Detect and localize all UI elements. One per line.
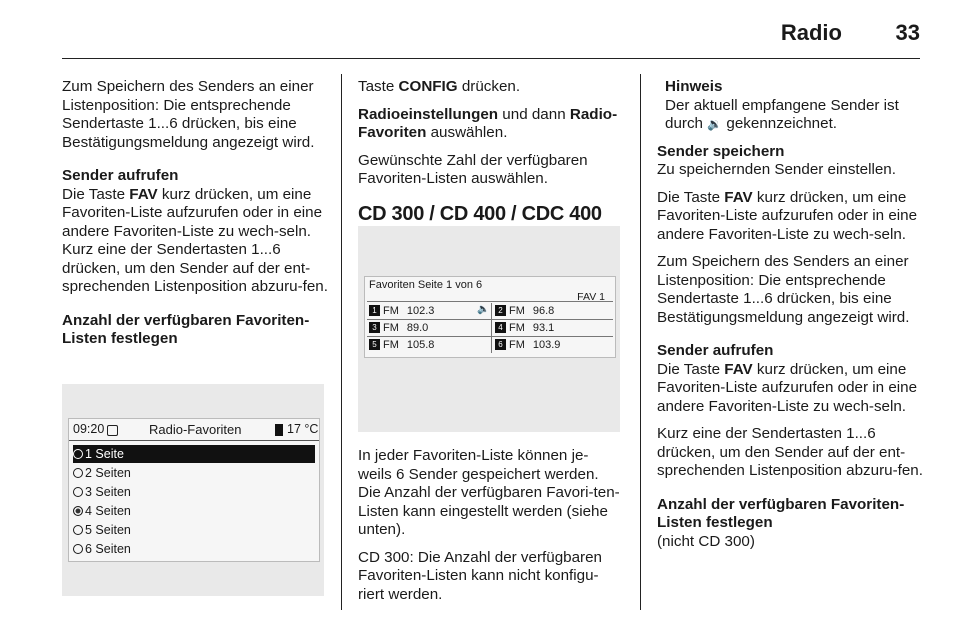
preset-number: 4 xyxy=(495,322,506,333)
list-item-label: 1 Seite xyxy=(85,447,124,461)
frequency: 93.1 xyxy=(532,322,555,334)
column-right xyxy=(657,78,923,560)
paragraph: Sender aufrufen Die Taste FAV kurz drücken, um eine Favoriten-Liste aufzurufen oder in eine andere Favoriten-Liste zu wech-seln. xyxy=(657,342,923,416)
band: FM xyxy=(509,339,525,351)
section-heading: Anzahl der verfügbaren Favoriten-Listen festlegen xyxy=(62,311,310,347)
page-header xyxy=(0,0,960,58)
column-divider xyxy=(640,74,641,610)
section-heading: Sender aufrufen xyxy=(657,342,774,359)
frequency: 89.0 xyxy=(406,322,429,334)
preset-number: 5 xyxy=(369,339,380,350)
band: FM xyxy=(383,305,399,317)
station-preset[interactable] xyxy=(369,321,428,335)
favorites-label: FAV 1 xyxy=(577,291,605,303)
key-name: CONFIG xyxy=(398,78,458,95)
list-item-label: 5 Seiten xyxy=(85,523,131,537)
station-preset[interactable] xyxy=(369,304,434,318)
station-preset[interactable] xyxy=(495,338,560,352)
frequency: 105.8 xyxy=(406,339,435,351)
display-title: Favoriten Seite 1 von 6 xyxy=(369,279,483,291)
list-item[interactable] xyxy=(73,521,315,539)
column-left xyxy=(62,78,328,358)
radio-unchecked-icon xyxy=(73,468,83,478)
station-preset[interactable] xyxy=(495,321,554,335)
list-item[interactable] xyxy=(73,445,315,463)
divider xyxy=(491,303,492,353)
radio-unchecked-icon xyxy=(73,487,83,497)
paragraph: Anzahl der verfügbaren Favoriten-Listen festlegen (nicht CD 300) xyxy=(657,496,923,552)
note-text: Der aktuell empfangene Sender ist durch 🔉 gekennzeichnet. xyxy=(665,96,899,132)
section-heading: Sender speichern xyxy=(657,142,785,160)
display-title: Radio-Favoriten xyxy=(149,422,242,437)
key-name: FAV xyxy=(724,360,753,378)
radio-checked-icon xyxy=(73,506,83,516)
display-status-bar xyxy=(69,419,319,439)
paragraph: Kurz eine der Sendertasten 1...6 drücken, um den Sender auf der ent-sprechenden Listenposition abzuru-fen. xyxy=(657,425,923,479)
note-box xyxy=(665,78,923,134)
clock-time: 09:20 xyxy=(73,422,105,436)
list-item[interactable] xyxy=(73,540,315,558)
temperature: 17 °C xyxy=(287,422,319,436)
radio-unchecked-icon xyxy=(73,449,83,459)
paragraph: Zum Speichern des Senders an einer Listenposition: Die entsprechende Sendertaste 1...6 drücken, bis eine Bestätigungsmeldung angezeigt wird. xyxy=(657,253,910,326)
paragraph: Zum Speichern des Senders an einer Listenposition: Die entsprechende Sendertaste 1...6 drücken, bis eine Bestätigungsmeldung angezeigt wird. xyxy=(62,78,315,151)
speaker-icon: 🔉 xyxy=(707,117,723,131)
band: FM xyxy=(509,322,525,334)
preset-number: 3 xyxy=(369,322,380,333)
section-heading: Anzahl der verfügbaren Favoriten-Listen festlegen xyxy=(657,495,905,531)
list-item[interactable] xyxy=(73,464,315,482)
band: FM xyxy=(383,322,399,334)
paragraph: Sender speichern Zu speichernden Sender einstellen. xyxy=(657,143,923,180)
preset-number: 6 xyxy=(495,339,506,350)
paragraph: Taste CONFIG drücken. xyxy=(358,78,521,95)
divider xyxy=(367,336,613,337)
display-screenshot-favorites-page xyxy=(358,226,620,432)
paragraph: Radioeinstellungen und dann Radio-Favoriten auswählen. xyxy=(358,105,618,141)
list-item[interactable] xyxy=(73,502,315,520)
divider xyxy=(367,319,613,320)
header-rule xyxy=(62,58,920,59)
display-screenshot-radio-favorites xyxy=(62,384,324,596)
frequency: 102.3 xyxy=(406,305,435,317)
speaker-icon: 🔈 xyxy=(477,304,490,315)
paragraph: Die Taste FAV kurz drücken, um eine Favoriten-Liste aufzurufen oder in eine andere Favoriten-Liste zu wech-seln. xyxy=(657,188,918,243)
key-name: FAV xyxy=(724,188,753,206)
station-preset[interactable] xyxy=(495,304,554,318)
paragraph: In jeder Favoriten-Liste können je-weils 6 Sender gespeichert werden. Die Anzahl der verfügbaren Favori-ten-Listen kann eingestellt werden (siehe unten). xyxy=(358,447,620,538)
column-divider xyxy=(341,74,342,610)
preset-number: 2 xyxy=(495,305,506,316)
station-preset[interactable] xyxy=(369,338,434,352)
preset-number: 1 xyxy=(369,305,380,316)
menu-name: Radioeinstellungen xyxy=(358,105,499,123)
band: FM xyxy=(509,305,525,317)
list-item-label: 4 Seiten xyxy=(85,504,131,518)
list-item-label: 2 Seiten xyxy=(85,466,131,480)
frequency: 103.9 xyxy=(532,339,561,351)
radio-unchecked-icon xyxy=(73,544,83,554)
list-item[interactable] xyxy=(73,483,315,501)
menu-name: Radio-Favoriten xyxy=(358,105,618,141)
page-number: 33 xyxy=(895,20,920,45)
band: FM xyxy=(383,339,399,351)
list-item-label: 6 Seiten xyxy=(85,542,131,556)
paragraph: Gewünschte Zahl der verfügbaren Favoriten-Listen auswählen. xyxy=(358,151,588,187)
paragraph: Sender aufrufen Die Taste FAV kurz drücken, um eine Favoriten-Liste aufzurufen oder in eine andere Favoriten-Liste zu wech-seln. Kurz eine der Sendertasten 1...6 drücken, um den Sender auf der ent-sprechenden Listenposition abzuru-fen. xyxy=(62,167,328,295)
divider xyxy=(367,301,613,302)
page-title: Radio xyxy=(780,20,842,45)
key-name: FAV xyxy=(129,185,158,203)
section-heading-large: CD 300 / CD 400 / CDC 400 xyxy=(358,202,602,225)
paragraph: CD 300: Die Anzahl der verfügbaren Favoriten-Listen kann nicht konfigu-riert werden. xyxy=(358,548,602,603)
display-frame xyxy=(68,418,320,562)
section-heading: Sender aufrufen xyxy=(62,167,179,184)
radio-unchecked-icon xyxy=(73,525,83,535)
display-frame xyxy=(364,276,616,358)
frequency: 96.8 xyxy=(532,305,555,317)
list-item-label: 3 Seiten xyxy=(85,485,131,499)
note-heading: Hinweis xyxy=(665,78,723,95)
divider xyxy=(69,440,319,441)
